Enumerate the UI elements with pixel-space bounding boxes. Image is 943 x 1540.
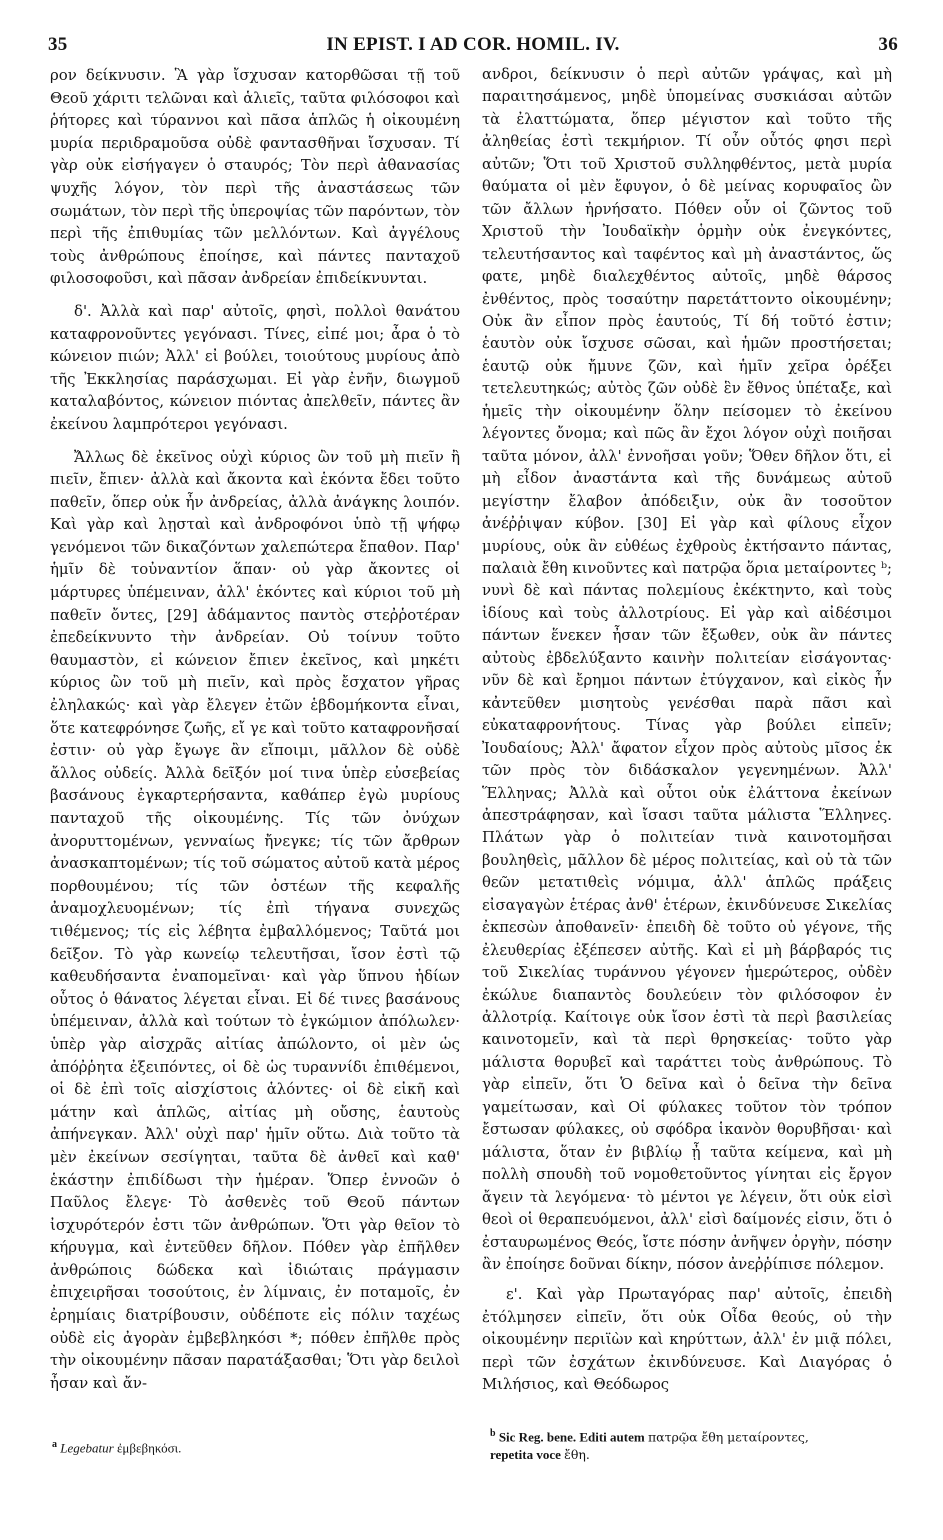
footnote-greek: πατρῷα ἔθη μεταίροντες, [647, 1429, 809, 1445]
paragraph: δ'. Ἀλλὰ καὶ παρ' αὐτοῖς, φησὶ, πολλοὶ θανάτου καταφρονοῦντες γεγόνασι. Τίνες, εἰπέ μοι; ἆρα ὁ τὸ κώνειον πιών; Ἀλλ' εἰ βούλει, τοιούτους μυρίους ἀπὸ τῆς Ἐκκλησίας παράσχωμαι. Εἰ γὰρ ἐνῆν, διωγμοῦ καταλαβόντος, κώνειον πιόντας ἀπελθεῖν, πάντες ἂν ἐκείνου λαμπρότεροι γεγόνασι. [50, 301, 460, 433]
footnote-text: ἐμβεβηκόσι. [116, 1440, 182, 1456]
paragraph: ρον δείκνυσιν. Ἃ γὰρ ἴσχυσαν κατορθῶσαι τῇ τοῦ Θεοῦ χάριτι τελῶναι καὶ ἁλιεῖς, ταῦτα φιλόσοφοι καὶ ῥήτορες καὶ τύραννοι καὶ πᾶσα ἁπλῶς ἡ οἰκουμένη μυρία περιδραμοῦσα οὐδὲ φαντασθῆναι ἴσχυσαν. Τί γὰρ οὐκ εἰσήγαγεν ὁ σταυρός; Τὸν περὶ ἀθανασίας ψυχῆς λόγον, τὸν περὶ τῆς ἀναστάσεως τῶν σωμάτων, τὸν περὶ τῆς ὑπεροψίας τῶν παρόντων, τὸν περὶ τῆς ἐπιθυμίας τῶν μελλόντων. Καὶ ἀγγέλους τοὺς ἀνθρώπους ἐποίησε, καὶ πάντες πανταχοῦ φιλοσοφοῦσι, καὶ πᾶσαν ἀνδρείαν ἐπιδείκνυνται. [50, 66, 460, 288]
footnote-tail: repetita voce [490, 1447, 561, 1463]
footnote-greek: ἔθη. [564, 1447, 590, 1463]
paragraph: ε'. Καὶ γὰρ Πρωταγόρας παρ' αὐτοῖς, ἐπειδὴ ἐτόλμησεν εἰπεῖν, ὅτι οὐκ Οἶδα θεούς, οὐ τὴν οἰκουμένην περιϊὼν καὶ κηρύττων, ἀλλ' ἐν μιᾷ πόλει, περὶ τῶν ἐσχάτων ἐκινδύνευσε. Καὶ Διαγόρας ὁ Μιλήσιος, καὶ Θεόδωρος [482, 1286, 892, 1394]
paragraph: Ἄλλως δὲ ἐκεῖνος οὐχὶ κύριος ὢν τοῦ μὴ πιεῖν ἢ πιεῖν, ἔπιεν· ἀλλὰ καὶ ἄκοντα καὶ ἑκόντα ἔδει τοῦτο παθεῖν, ὅπερ οὐκ ἦν ἀνδρείας, ἀλλὰ ἀνάγκης λοιπόν. Καὶ γὰρ καὶ λῃσταὶ καὶ ἀνδροφόνοι ὑπὸ τῇ ψήφῳ γενόμενοι τῶν δικαζόντων χαλεπώτερα ἔπαθον. Παρ' ἡμῖν δὲ τοὐναντίον ἅπαν· οὐ γὰρ ἄκοντες οἱ μάρτυρες ὑπέμειναν, ἀλλ' ἑκόντες καὶ κύριοι τοῦ μὴ παθεῖν ὄντες, [29] ἀδάμαντος παντὸς στεῤῥοτέραν ἐπεδείκνυντο τὴν ἀνδρείαν. Οὐ τοίνυν τοῦτο θαυμαστὸν, εἰ κώνειον ἔπιεν ἐκεῖνος, καὶ μηκέτι κύριος ὢν τοῦ μὴ πιεῖν, καὶ πρὸς ἔσχατον γῆρας ἐληλακώς· καὶ γὰρ ἔλεγεν ἐτῶν ἑβδομήκοντα εἶναι, ὅτε κατεφρόνησε ζωῆς, εἴ γε καὶ τοῦτο καταφρονῆσαί ἐστιν· οὐ γὰρ ἔγωγε ἂν εἴποιμι, μᾶλλον δὲ οὐδὲ ἄλλος οὐδείς. Ἀλλὰ δεῖξόν μοί τινα ὑπὲρ εὐσεβείας βασάνους ἐγκαρτερήσαντα, καθάπερ ἐγὼ μυρίους πανταχοῦ τῆς οἰκουμένης. Τίς τῶν ὀνύχων ἀνορυττομένων, γενναίως ἤνεγκε; τίς τῶν ἄρθρων ἀνασκαπτομένων; τίς τοῦ σώματος αὐτοῦ κατὰ μέρος πορθουμένου; τίς τῶν ὀστέων τῆς κεφαλῆς ἀναμοχλευομένων; τίς ἐπὶ τήγανα συνεχῶς τιθέμενος; τίς εἰς λέβητα ἐμβαλλόμενος; Ταῦτά μοι δεῖξον. Τὸ γὰρ κωνείῳ τελευτῆσαι, ἴσον ἐστὶ τῷ καθευδήσαντα ἐναπομεῖναι· καὶ γὰρ ὕπνου ἡδίων οὗτος ὁ θάνατος λέγεται εἶναι. Εἰ δέ τινες βασάνους ὑπέμειναν, ἀλλὰ καὶ τούτων τὸ ἐγκώμιον ἀπόλωλεν· ὑπὲρ γὰρ αἰσχρᾶς αἰτίας ἀπώλοντο, οἱ μὲν ὡς ἀπόῤῥητα ἐξειπόντες, οἱ δὲ ὡς τυραννίδι ἐπιθέμενοι, οἱ δὲ ἐπὶ τοῖς αἰσχίστοις ἁλόντες· οἱ δὲ εἰκῆ καὶ μάτην καὶ ἁπλῶς, αἰτίας μὴ οὔσης, ἑαυτοὺς ἀπήνεγκαν. Ἀλλ' οὐχὶ παρ' ἡμῖν οὕτω. Διὰ τοῦτο τὰ μὲν ἐκείνων σεσίγηται, ταῦτα δὲ ἀνθεῖ καὶ καθ' ἑκάστην ἐπιδίδωσι τὴν ἡμέραν. Ὅπερ ἐννοῶν ὁ Παῦλος ἔλεγε· Τὸ ἀσθενὲς τοῦ Θεοῦ πάντων ἰσχυρότερόν ἐστι τῶν ἀνθρώπων. Ὅτι γὰρ θεῖον τὸ κήρυγμα, καὶ ἐντεῦθεν δῆλον. Πόθεν γὰρ ἐπῆλθεν ἀνθρώποις δώδεκα καὶ ἰδιώταις πράγμασιν ἐπιχειρῆσαι τοσούτοις, ἐν λίμναις, ἐν ποταμοῖς, ἐν ἐρημίαις διατρίβουσιν, οὐδέποτε εἰς πόλιν ταχέως οὐδὲ εἰς ἀγορὰν ἐμβεβληκόσι *; πόθεν ἐπῆλθε πρὸς τὴν οἰκουμένην πᾶσαν παρατάξασθαι; Ὅτι γὰρ δειλοὶ ἦσαν καὶ ἄν- [50, 447, 460, 1392]
page-number-left: 35 [48, 34, 68, 55]
running-title: IN EPIST. I AD COR. HOMIL. IV. [326, 34, 620, 55]
footnote-marker: a [52, 1439, 57, 1450]
footnote-label: Legebatur [60, 1440, 114, 1456]
paragraph: ανδροι, δείκνυσιν ὁ περὶ αὐτῶν γράψας, καὶ μὴ παραιτησάμενος, μηδὲ ὑπομείνας συσκιάσαι αὐτῶν τὰ ἐλαττώματα, ὅπερ μέγιστον καὶ τοῦτο τῆς ἀληθείας ἐστὶ τεκμήριον. Τί οὖν οὗτός φησι περὶ αὐτῶν; Ὅτι τοῦ Χριστοῦ συλληφθέντος, μετὰ μυρία θαύματα οἱ μὲν ἔφυγον, ὁ δὲ μείνας κορυφαῖος ὢν τῶν ἄλλων ἠρνήσατο. Πόθεν οὖν οἱ ζῶντος τοῦ Χριστοῦ τὴν Ἰουδαϊκὴν ὁρμὴν οὐκ ἐνεγκόντες, τελευτήσαντος καὶ ταφέντος καὶ μὴ ἀναστάντος, ὥς φατε, μηδὲ διαλεχθέντος αὐτοῖς, μηδὲ θάρσος ἐνθέντος, πρὸς τοσαύτην παρετάττοντο οἰκουμένην; Οὐκ ἂν εἶπον πρὸς ἑαυτούς, Τί δή τοῦτό ἐστιν; ἑαυτὸν οὐκ ἴσχυσε σῶσαι, καὶ ἡμῶν προστήσεται; ἑαυτῷ οὐκ ἤμυνε ζῶν, καὶ ἡμῖν χεῖρα ὀρέξει τετελευτηκώς; αὐτὸς ζῶν οὐδὲ ἓν ἔθνος ὑπέταξε, καὶ ἡμεῖς τὴν οἰκουμένην ὅλην πείσομεν τὸ ἐκείνου λέγοντες ὄνομα; καὶ πῶς ἂν ἔχοι λόγον οὐχὶ ποιῆσαι ταῦτα μόνον, ἀλλ' ἐννοῆσαι γοῦν; Ὅθεν δῆλον ὅτι, εἰ μὴ εἶδον ἀναστάντα καὶ τῆς δυνάμεως αὐτοῦ μεγίστην ἔλαβον ἀπόδειξιν, οὐκ ἂν τοσοῦτον ἀνέῤῥιψαν κύβον. [30] Εἰ γὰρ καὶ φίλους εἶχον μυρίους, οὐκ ἂν εὐθέως ἐχθροὺς ἐκτήσαντο πάντας, παλαιὰ ἔθη κινοῦντες καὶ πατρῷα ὅρια μεταίροντες ᵇ; νυνὶ δὲ καὶ πάντας πολεμίους ἐκέκτηντο, καὶ τοὺς ἰδίους καὶ τοὺς ἀλλοτρίους. Εἰ γὰρ καὶ αἰδέσιμοι πάντων ἕνεκεν ἦσαν τῶν ἔξωθεν, οὐκ ἂν πάντες αὐτοὺς ἐβδελύξαντο καινὴν πολιτείαν εἰσάγοντας· νῦν δὲ καὶ ἔρημοι πάντων ἐτύγχανον, καὶ εἰκὸς ἦν κἀντεῦθεν μισητοὺς γενέσθαι παρὰ πᾶσι καὶ εὐκαταφρονήτους. Τίνας γὰρ βούλει εἰπεῖν; Ἰουδαίους; Ἀλλ' ἄφατον εἶχον πρὸς αὐτοὺς μῖσος ἐκ τῶν πρὸς τὸν διδάσκαλον γεγενημένων. Ἀλλ' Ἕλληνας; Ἀλλὰ καὶ οὗτοι οὐκ ἐλάττονα ἐκείνων ἀπεστράφησαν, καὶ ἴσασι ταῦτα μάλιστα Ἕλληνες. Πλάτων γὰρ ὁ πολιτείαν τινὰ καινοτομῆσαι βουληθεὶς, μᾶλλον δὲ μέρος πολιτείας, καὶ οὐ τὰ τῶν θεῶν μετατιθεὶς νόμιμα, ἀλλ' ἁπλῶς πράξεις εἰσαγαγὼν ἑτέρας ἀνθ' ἑτέρων, ἐκινδύνευσε Σικελίας ἐκπεσὼν ἀποθανεῖν· ἐπειδὴ δὲ τοῦτο οὐ γέγονε, τῆς ἐλευθερίας ἐξέπεσεν αὐτῆς. Καὶ εἰ μὴ βάρβαρός τις τοῦ Σικελίας τυράννου γέγονεν ἡμερώτερος, οὐδὲν ἐκώλυε διαπαντὸς δουλεύειν τὸν φιλόσοφον ἐν ἀλλοτρίᾳ. Καίτοιγε οὐκ ἴσον ἐστὶ τὰ περὶ βασιλείας καινοτομεῖν, καὶ τὰ περὶ θρησκείας· τοῦτο γὰρ μάλιστα θορυβεῖ καὶ ταράττει τοὺς ἀνθρώπους. Τὸ γὰρ εἰπεῖν, ὅτι Ὁ δεῖνα καὶ ὁ δεῖνα τὴν δεῖνα γαμείτωσαν, καὶ Οἱ φύλακες τοῦτον τὸν τρόπον ἔστωσαν φύλακες, οὐ σφόδρα ἱκανὸν θορυβῆσαι· καὶ μάλιστα, ὅταν ἐν βιβλίῳ ᾖ ταῦτα κείμενα, καὶ μὴ πολλὴ σπουδὴ τοῦ νομοθετοῦντος γίνηται εἰς ἔργον ἄγειν τὰ λεγόμενα· τὸ μέντοι γε λέγειν, ὅτι οὐκ εἰσὶ θεοὶ οἱ θεραπευόμενοι, ἀλλ' εἰσὶ δαίμονές εἰσιν, ὅτι ὁ ἐσταυρωμένος Θεός, ἴστε πόσην ἀνῆψεν ὀργὴν, πόσην ἂν ἐποίησε δοῦναι δίκην, πόσον ἀνεῤῥίπισε πόλεμον. [482, 66, 892, 1274]
footnote-left [52, 1436, 452, 1457]
footnote-label: Sic Reg. bene. Editi autem [498, 1429, 645, 1445]
right-column [482, 64, 892, 1397]
running-header [48, 34, 898, 60]
page-number-right: 36 [878, 34, 898, 55]
footnote-right [490, 1425, 895, 1464]
left-column [50, 64, 460, 1394]
footnote-marker: b [490, 1428, 496, 1439]
